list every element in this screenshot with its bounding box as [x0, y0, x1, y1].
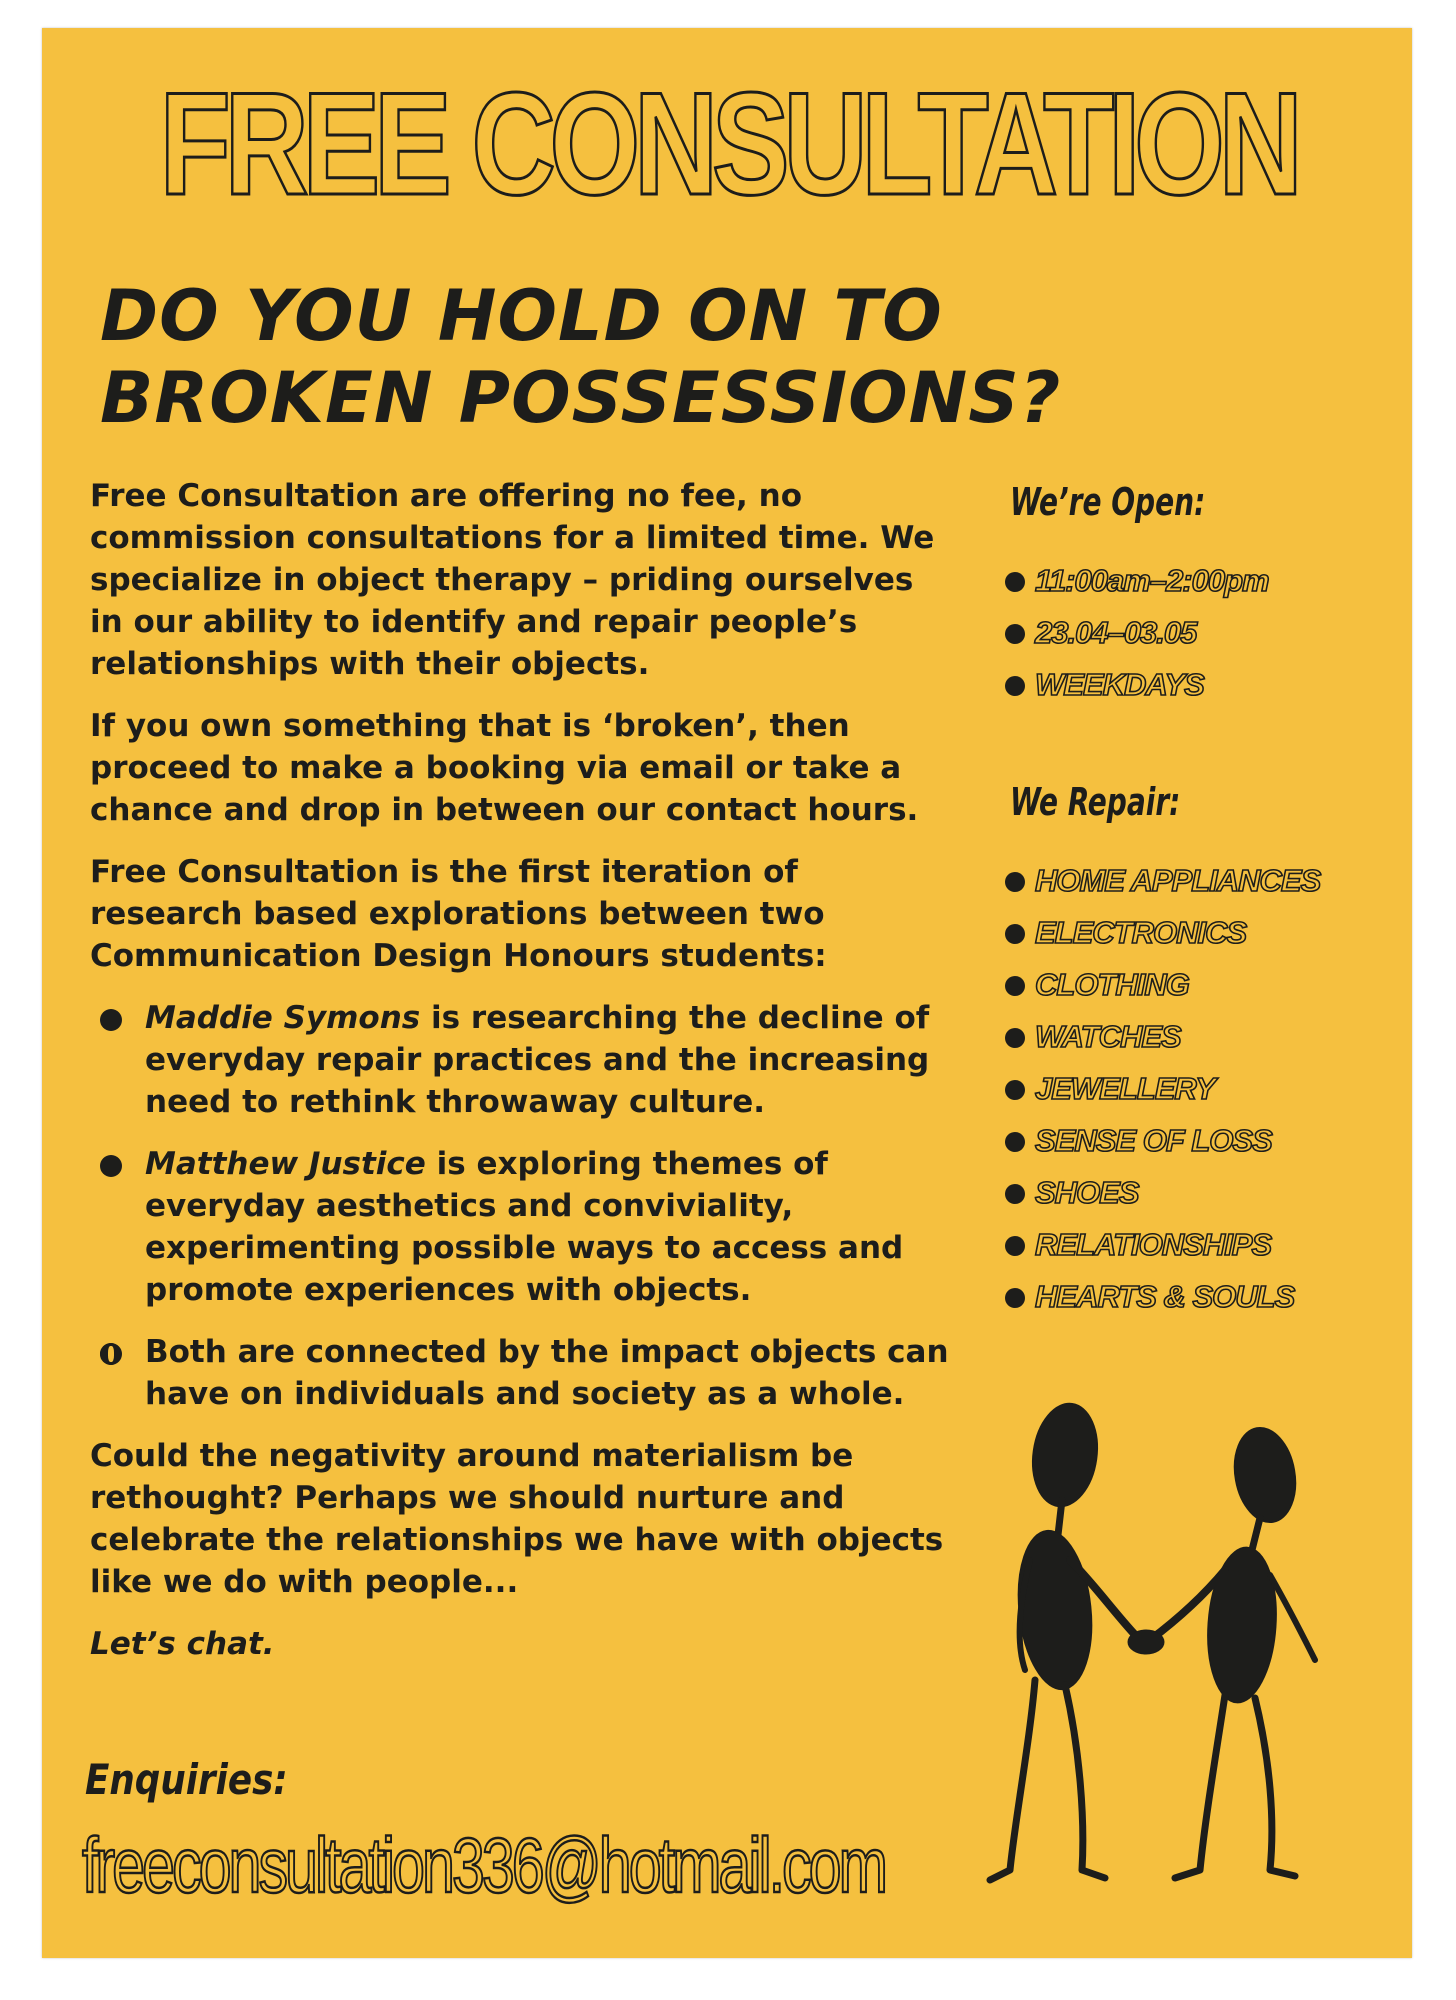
open-item-dates: 23.04–03.05 — [1005, 612, 1269, 664]
closing-paragraph: Could the negativity around materialism be rethought? Perhaps we should nurture and celebrate the relationships we have with objects like we do with people... — [90, 1438, 944, 1600]
flyer-title: FREE CONSULTATION — [159, 62, 1297, 225]
connection-item — [90, 1331, 950, 1415]
student-name: Maddie Symons — [145, 1000, 421, 1036]
repair-item-sense-of-loss: SENSE OF LOSS — [1005, 1120, 1320, 1172]
repair-item-electronics: ELECTRONICS — [1005, 912, 1320, 964]
bullet-icon — [100, 1155, 122, 1177]
repair-item-watches: WATCHES — [1005, 1016, 1320, 1068]
student-description: is researching the decline of everyday repair practices and the increasing need to rethink throwaway culture. — [145, 1000, 930, 1120]
right-figure-leg-left — [1175, 1695, 1225, 1878]
student-description: is exploring themes of everyday aesthetics and conviviality, experimenting possible ways to access and promote experiences with objects. — [145, 1146, 904, 1308]
repair-item-hearts-souls: HEARTS & SOULS — [1005, 1276, 1320, 1328]
bullet-icon — [100, 1009, 122, 1031]
student-item-matthew — [90, 1143, 950, 1311]
headline-line-1: DO YOU HOLD ON TO — [100, 275, 943, 357]
right-figure-body — [1203, 1545, 1282, 1705]
handshake-figures-illustration — [970, 1400, 1350, 1900]
repair-item-home-appliances: HOME APPLIANCES — [1005, 860, 1320, 912]
left-figure-neck — [1058, 1500, 1062, 1535]
research-paragraph: Free Consultation is the first iteration of research based explorations between two Communication Design Honours students: — [90, 854, 827, 974]
student-name: Matthew Justice — [145, 1146, 426, 1182]
clasped-hands — [1128, 1630, 1164, 1654]
right-figure-head — [1227, 1423, 1303, 1528]
student-item-maddie — [90, 997, 950, 1123]
left-figure-leg-left — [990, 1680, 1035, 1880]
left-figure-leg-right — [1065, 1685, 1105, 1878]
open-heading: We’re Open: — [1010, 480, 1206, 524]
repair-item-relationships: RELATIONSHIPS — [1005, 1224, 1320, 1276]
repair-item-shoes: SHOES — [1005, 1172, 1320, 1224]
headline — [100, 275, 1061, 439]
open-hours-list — [1005, 560, 1269, 716]
student-list — [90, 997, 950, 1415]
right-figure-neck — [1252, 1518, 1260, 1550]
open-item-hours: 11:00am–2:00pm — [1005, 560, 1269, 612]
repair-item-clothing: CLOTHING — [1005, 964, 1320, 1016]
intro-paragraph: Free Consultation are offering no fee, no commission consultations for a limited time. We specialize in object therapy – priding ourselves in our ability to identify and repair people’s relationships with their objects. — [90, 478, 935, 682]
headline-line-2: BROKEN POSSESSIONS? — [100, 357, 1062, 439]
repair-heading: We Repair: — [1010, 780, 1181, 824]
linked-bullet-icon — [100, 1343, 122, 1365]
enquiries-email[interactable]: freeconsultation336@hotmail.com — [82, 1821, 885, 1909]
connection-text: Both are connected by the impact objects can have on individuals and society as a whole. — [145, 1334, 949, 1412]
booking-paragraph: If you own something that is ‘broken’, then proceed to make a booking via email or take a chance and drop in between our contact hours. — [90, 708, 919, 828]
lets-chat: Let’s chat. — [90, 1626, 275, 1662]
body-column — [90, 475, 950, 1685]
left-figure-head — [1026, 1400, 1104, 1511]
right-figure-leg-right — [1255, 1698, 1295, 1876]
repair-item-jewellery: JEWELLERY — [1005, 1068, 1320, 1120]
enquiries-label: Enquiries: — [85, 1755, 288, 1804]
repair-list — [1005, 860, 1320, 1328]
open-item-days: WEEKDAYS — [1005, 664, 1269, 716]
